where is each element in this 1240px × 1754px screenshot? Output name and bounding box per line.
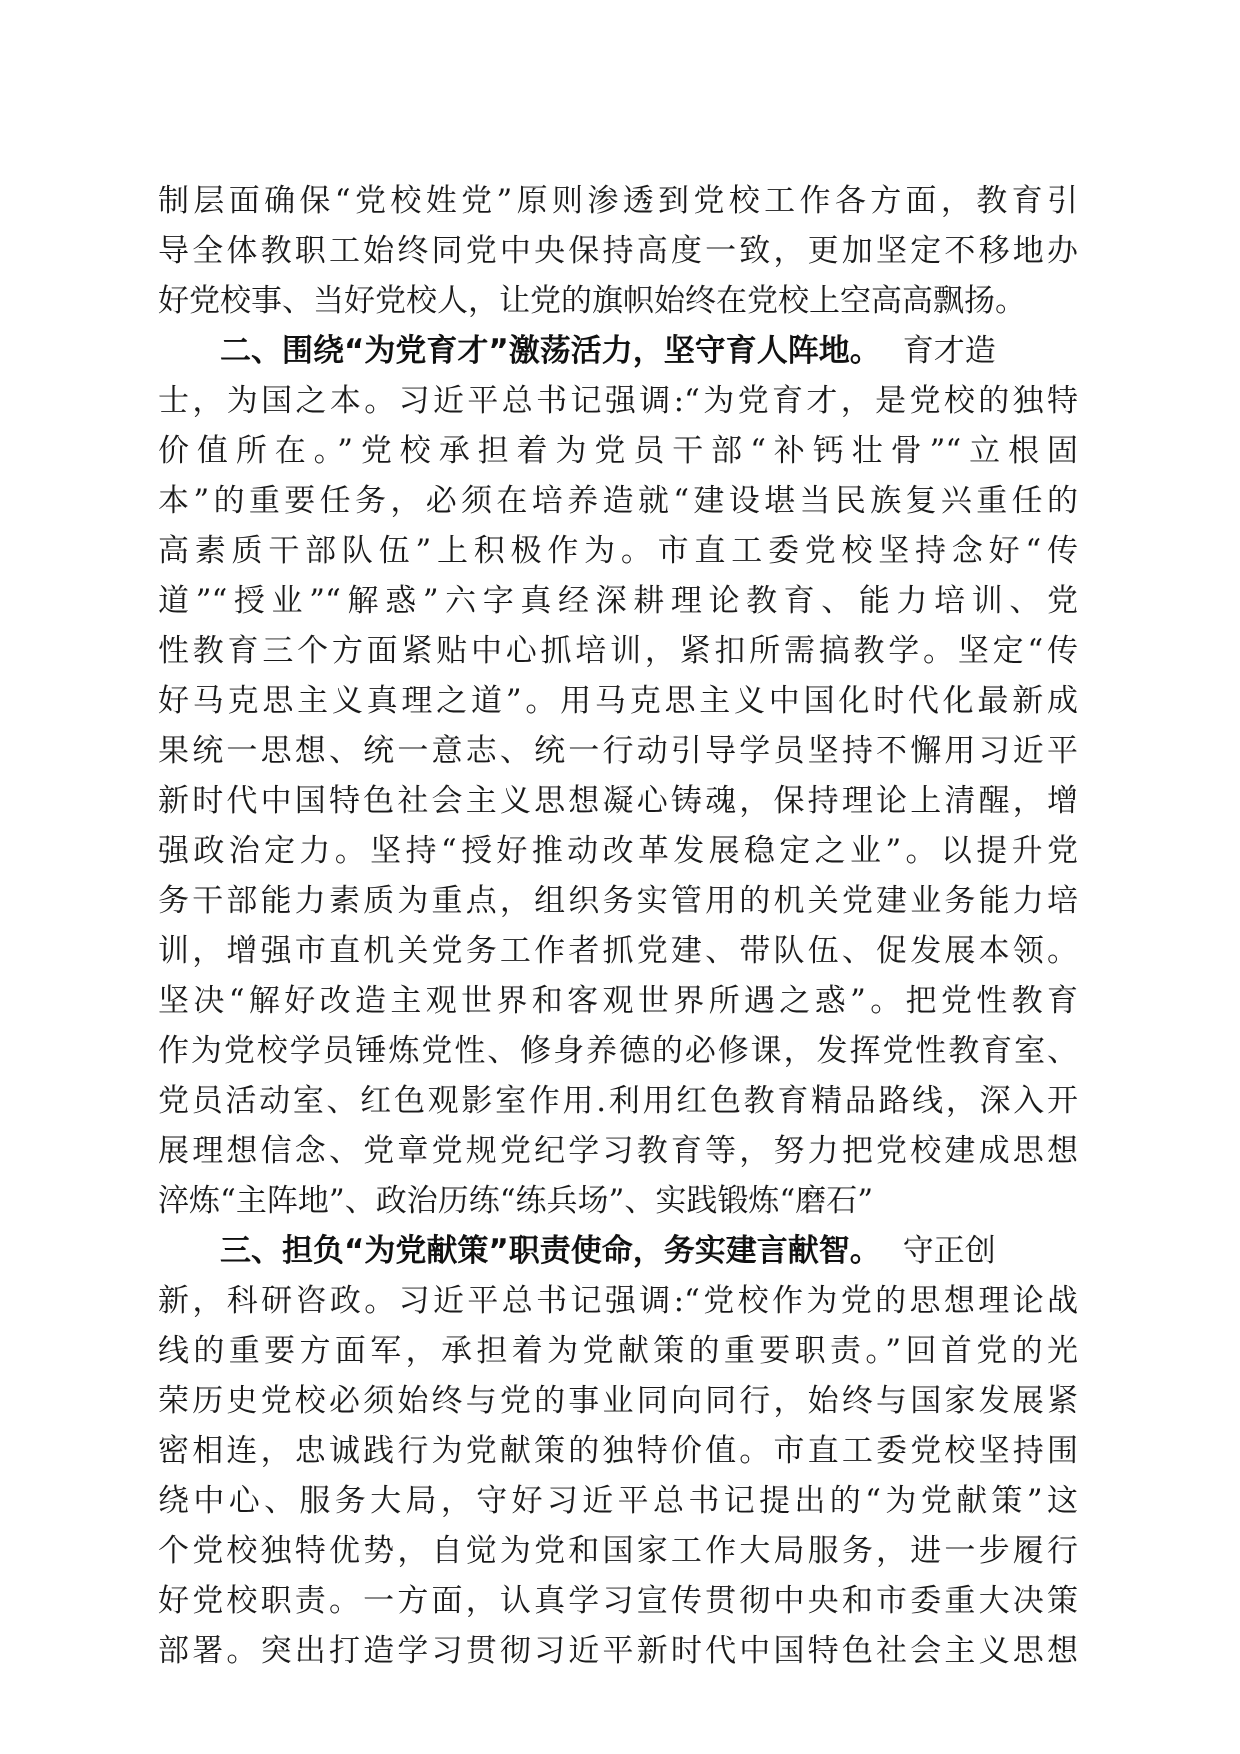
- text-line: 坚决“解好改造主观世界和客观世界所遇之惑”。把党性教育: [158, 983, 1078, 1019]
- section-3-first-line: [220, 1226, 1078, 1276]
- text-line: 强政治定力。坚持“授好推动改革发展稳定之业”。以提升党: [158, 833, 1078, 869]
- text-line: 淬炼“主阵地”、政治历练“练兵场”、实践锻炼“磨石”: [158, 1183, 874, 1219]
- text-line: 价值所在。”党校承担着为党员干部“补钙壮骨”“立根固: [158, 433, 1078, 469]
- text-line: 密相连，忠诚践行为党献策的独特价值。市直工委党校坚持围: [158, 1433, 1078, 1469]
- text-line: 导全体教职工始终同党中央保持高度一致，更加坚定不移地办: [158, 233, 1078, 269]
- text-line: 绕中心、服务大局，守好习近平总书记提出的“为党献策”这: [158, 1483, 1078, 1519]
- text-line: 高素质干部队伍”上积极作为。市直工委党校坚持念好“传: [158, 533, 1078, 569]
- section-3-heading-tail: 守正创: [902, 1233, 996, 1269]
- text-line: 性教育三个方面紧贴中心抓培训，紧扣所需搞教学。坚定“传: [158, 633, 1078, 669]
- section-2-heading: 二、围绕“为党育才”激荡活力，坚守育人阵地。: [220, 333, 881, 369]
- section-2-heading-tail: 育才造: [902, 333, 996, 369]
- section-2-first-line: [220, 326, 1078, 376]
- text-line: 制层面确保“党校姓党”原则渗透到党校工作各方面，教育引: [158, 183, 1078, 219]
- text-line: 荣历史党校必须始终与党的事业同向同行，始终与国家发展紧: [158, 1383, 1078, 1419]
- text-line: 训，增强市直机关党务工作者抓党建、带队伍、促发展本领。: [158, 933, 1078, 969]
- text-line: 新时代中国特色社会主义思想凝心铸魂，保持理论上清醒，增: [158, 783, 1078, 819]
- text-line: 务干部能力素质为重点，组织务实管用的机关党建业务能力培: [158, 883, 1078, 919]
- text-line: 好党校事、当好党校人，让党的旗帜始终在党校上空高高飘扬。: [158, 283, 1026, 319]
- text-line: 部署。突出打造学习贯彻习近平新时代中国特色社会主义思想: [158, 1633, 1078, 1669]
- text-line: 展理想信念、党章党规党纪学习教育等，努力把党校建成思想: [158, 1133, 1078, 1169]
- text-line: 新，科研咨政。习近平总书记强调:“党校作为党的思想理论战: [158, 1283, 1078, 1319]
- text-line: 作为党校学员锤炼党性、修身养德的必修课，发挥党性教育室、: [158, 1033, 1078, 1069]
- text-line: 好党校职责。一方面，认真学习宣传贯彻中央和市委重大决策: [158, 1583, 1078, 1619]
- text-line: 本”的重要任务，必须在培养造就“建设堪当民族复兴重任的: [158, 483, 1078, 519]
- text-line: 个党校独特优势，自觉为党和国家工作大局服务，进一步履行: [158, 1533, 1078, 1569]
- section-3-heading: 三、担负“为党献策”职责使命，务实建言献智。: [220, 1233, 881, 1269]
- text-line: 线的重要方面军，承担着为党献策的重要职责。”回首党的光: [158, 1333, 1078, 1369]
- text-line: 党员活动室、红色观影室作用.利用红色教育精品路线，深入开: [158, 1083, 1078, 1119]
- text-line: 士，为国之本。习近平总书记强调:“为党育才，是党校的独特: [158, 383, 1078, 419]
- text-line: 果统一思想、统一意志、统一行动引导学员坚持不懈用习近平: [158, 733, 1078, 769]
- text-line: 好马克思主义真理之道”。用马克思主义中国化时代化最新成: [158, 683, 1078, 719]
- text-line: 道”“授业”“解惑”六字真经深耕理论教育、能力培训、党: [158, 583, 1078, 619]
